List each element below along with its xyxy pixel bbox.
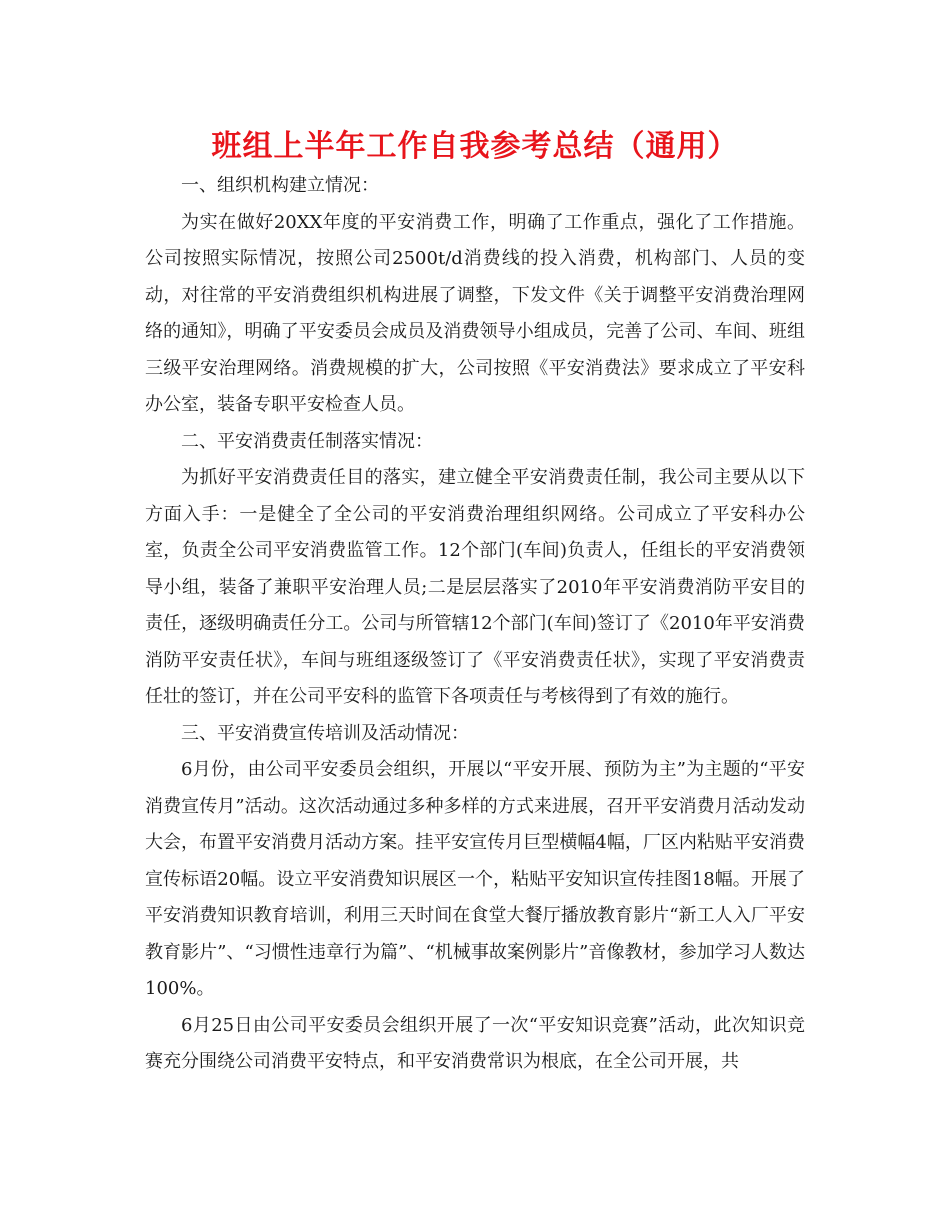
paragraph-organization: 为实在做好20XX年度的平安消费工作，明确了工作重点，强化了工作措施。公司按照实际情况，按照公司2500t/d消费线的投入消费，机构部门、人员的变动，对往常的平安消费组织机构进展了调整，下发文件《关于调整平安消费治理网络的通知》，明确了平安委员会成员及消费领导小组成员，完善了公司、车间、班组三级平安治理网络。消费规模的扩大，公司按照《平安消费法》要求成立了平安科办公室，装备专职平安检查人员。	[145, 211, 805, 415]
document-title: 班组上半年工作自我参考总结（通用）	[211, 129, 739, 164]
paragraph-training: 6月份，由公司平安委员会组织，开展以“平安开展、预防为主”为主题的“平安消费宣传月”活动。这次活动通过多种多样的方式来进展，召开平安消费月活动发动大会，布置平安消费月活动方案。挂平安宣传月巨型横幅4幅，厂区内粘贴平安消费宣传标语20幅。设立平安消费知识展区一个，粘贴平安知识宣传挂图18幅。开展了平安消费知识教育培训，利用三天时间在食堂大餐厅播放教育影片“新工人入厂平安教育影片”、“习惯性违章行为篇”、“机械事故案例影片”音像教材，参加学习人数达100%。	[145, 759, 805, 999]
paragraph-competition: 6月25日由公司平安委员会组织开展了一次“平安知识竞赛”活动，此次知识竞赛充分围绕公司消费平安特点，和平安消费常识为根底，在全公司开展，共	[145, 1014, 805, 1072]
paragraph-responsibility: 为抓好平安消费责任目的落实，建立健全平安消费责任制，我公司主要从以下方面入手：一是健全了全公司的平安消费治理组织网络。公司成立了平安科办公室，负责全公司平安消费监管工作。12个部门(车间)负责人，任组长的平安消费领导小组，装备了兼职平安治理人员;二是层层落实了2010年平安消费消防平安目的责任，逐级明确责任分工。公司与所管辖12个部门(车间)签订了《2010年平安消费消防平安责任状》，车间与班组逐级签订了《平安消费责任状》，实现了平安消费责任壮的签订，并在公司平安科的监管下各项责任与考核得到了有效的施行。	[145, 467, 805, 707]
document-body	[145, 168, 805, 1081]
section-heading-training: 三、平安消费宣传培训及活动情况：	[181, 722, 469, 744]
section-heading-organization: 一、组织机构建立情况：	[181, 175, 379, 196]
section-heading-responsibility: 二、平安消费责任制落实情况：	[181, 430, 433, 452]
